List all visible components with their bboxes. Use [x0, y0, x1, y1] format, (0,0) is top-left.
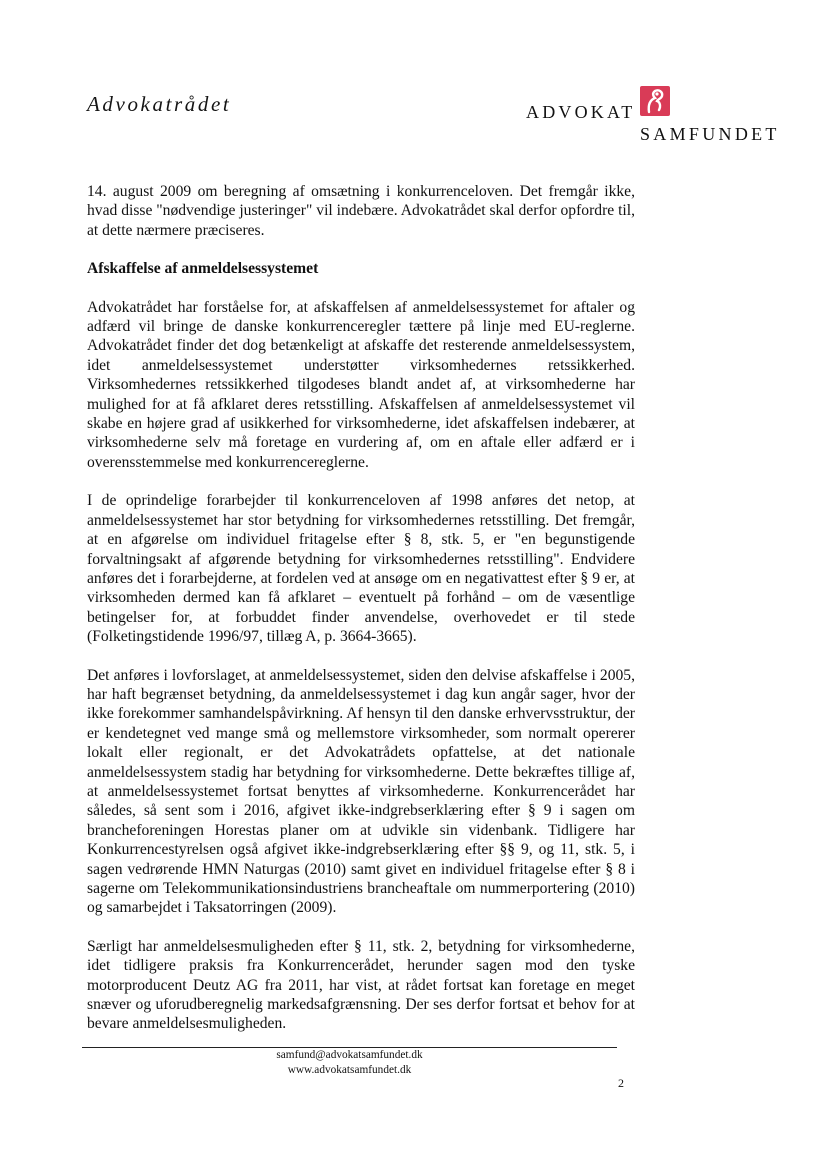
footer-email[interactable]: samfund@advokatsamfundet.dk — [276, 1049, 423, 1061]
body-paragraph: I de oprindelige forarbejder til konkurrenceloven af 1998 anføres det netop, at anmeldelsessystemet har stor betydning for virksomhedernes retsstilling. Det fremgår, at en afgørelse om individuel fritagelse efter § 8, stk. 5, er "en begunstigende forvaltningsakt af afgørende betydning for virksomhedernes retsstilling". Endvidere anføres det i forarbejderne, at fordelen ved at ansøge om en negativattest efter § 9 er, at virksomheden dermed kan få afklaret – eventuelt på forhånd – om de væsentlige betingelser for, at forbuddet finder anvendelse, overhovedet er til stede (Folketingstidende 1996/97, tillæg A, p. 3664-3665). — [87, 492, 635, 646]
footer-website[interactable]: www.advokatsamfundet.dk — [287, 1063, 412, 1076]
body-paragraph: Det anføres i lovforslaget, at anmeldelsessystemet, siden den delvise afskaffelse i 2005, har haft begrænset betydning, da anmeldelsessystemet i dag kun angår sager, hvor der ikke forekommer samhandelspåvirkning. Af hensyn til den danske erhvervsstruktur, der er kendetegnet ved mange små og mellemstore virksomheder, som normalt opererer lokalt eller regionalt, er det Advokatrådets opfattelse, at det nationale anmeldelsessystem stadig har betydning for virksomhederne. Dette bekræftes tillige af, at anmeldelsessystemet fortsat benyttes af virksomhederne. Konkurrencerådet har således, så sent som i 2016, afgivet ikke-indgrebserklæring efter § 9 i sagen om brancheforeningen Horestas planer om at udvikle sin videnbank. Tidligere har Konkurrencestyrelsen også afgivet ikke-indgrebserklæring efter §§ 9, og 11, stk. 5, i sagen vedrørende HMN Naturgas (2010) samt givet en individuel fritagelse efter § 8 i sagerne om Telekommunikationsindustriens brancheaftale om nummerportering (2010) og samarbejdet i Taksatorringen (2009). — [87, 666, 635, 917]
page-number: 2 — [618, 1076, 624, 1090]
logo-text-bottom: SAMFUNDET — [640, 124, 780, 144]
advokatsamfundet-logo — [526, 86, 786, 148]
letter-body — [87, 182, 635, 1053]
body-paragraph: Særligt har anmeldelsesmuligheden efter § 11, stk. 2, betydning for virksomhederne, idet tidligere praksis fra Konkurrencerådet, herunder sagen mod den tyske motorproducent Deutz AG fra 2011, har vist, at rådet fortsat kan foretage en meget snæver og uforudberegnelig markedsafgrænsning. Der ses derfor fortsat et behov for at bevare anmeldelsesmuligheden. — [87, 937, 635, 1033]
section-heading: Afskaffelse af anmeldelsessystemet — [87, 260, 319, 278]
body-paragraph: Advokatrådet har forståelse for, at afskaffelsen af anmeldelsessystemet for aftaler og adfærd vil bringe de danske konkurrenceregler tættere på linje med EU-reglerne. Advokatrådet finder det dog betænkeligt at afskaffe det resterende anmeldelsessystem, idet anmeldelsessystemet understøtter virksomhedernes retssikkerhed. Virksomhedernes retssikkerhed tilgodeses blandt andet af, at virksomhederne har mulighed for at få afklaret deres retsstilling. Afskaffelsen af anmeldelsessystemet vil skabe en højere grad af usikkerhed for virksomhederne, idet afskaffelsen indebærer, at virksomhederne selv må foretage en vurdering af, om en aftale eller adfærd er i overensstemmelse med konkurrencereglerne. — [87, 298, 635, 471]
logo-text-top: ADVOKAT — [526, 102, 636, 122]
logo-emblem-icon — [640, 86, 670, 116]
intro-paragraph: 14. august 2009 om beregning af omsætning i konkurrenceloven. Det fremgår ikke, hvad disse "nødvendige justeringer" vil indebære. Advokatrådet skal derfor opfordre til, at dette nærmere præciseres. — [87, 183, 635, 239]
header-title: Advokatrådet — [87, 92, 232, 116]
footer — [82, 1048, 617, 1078]
